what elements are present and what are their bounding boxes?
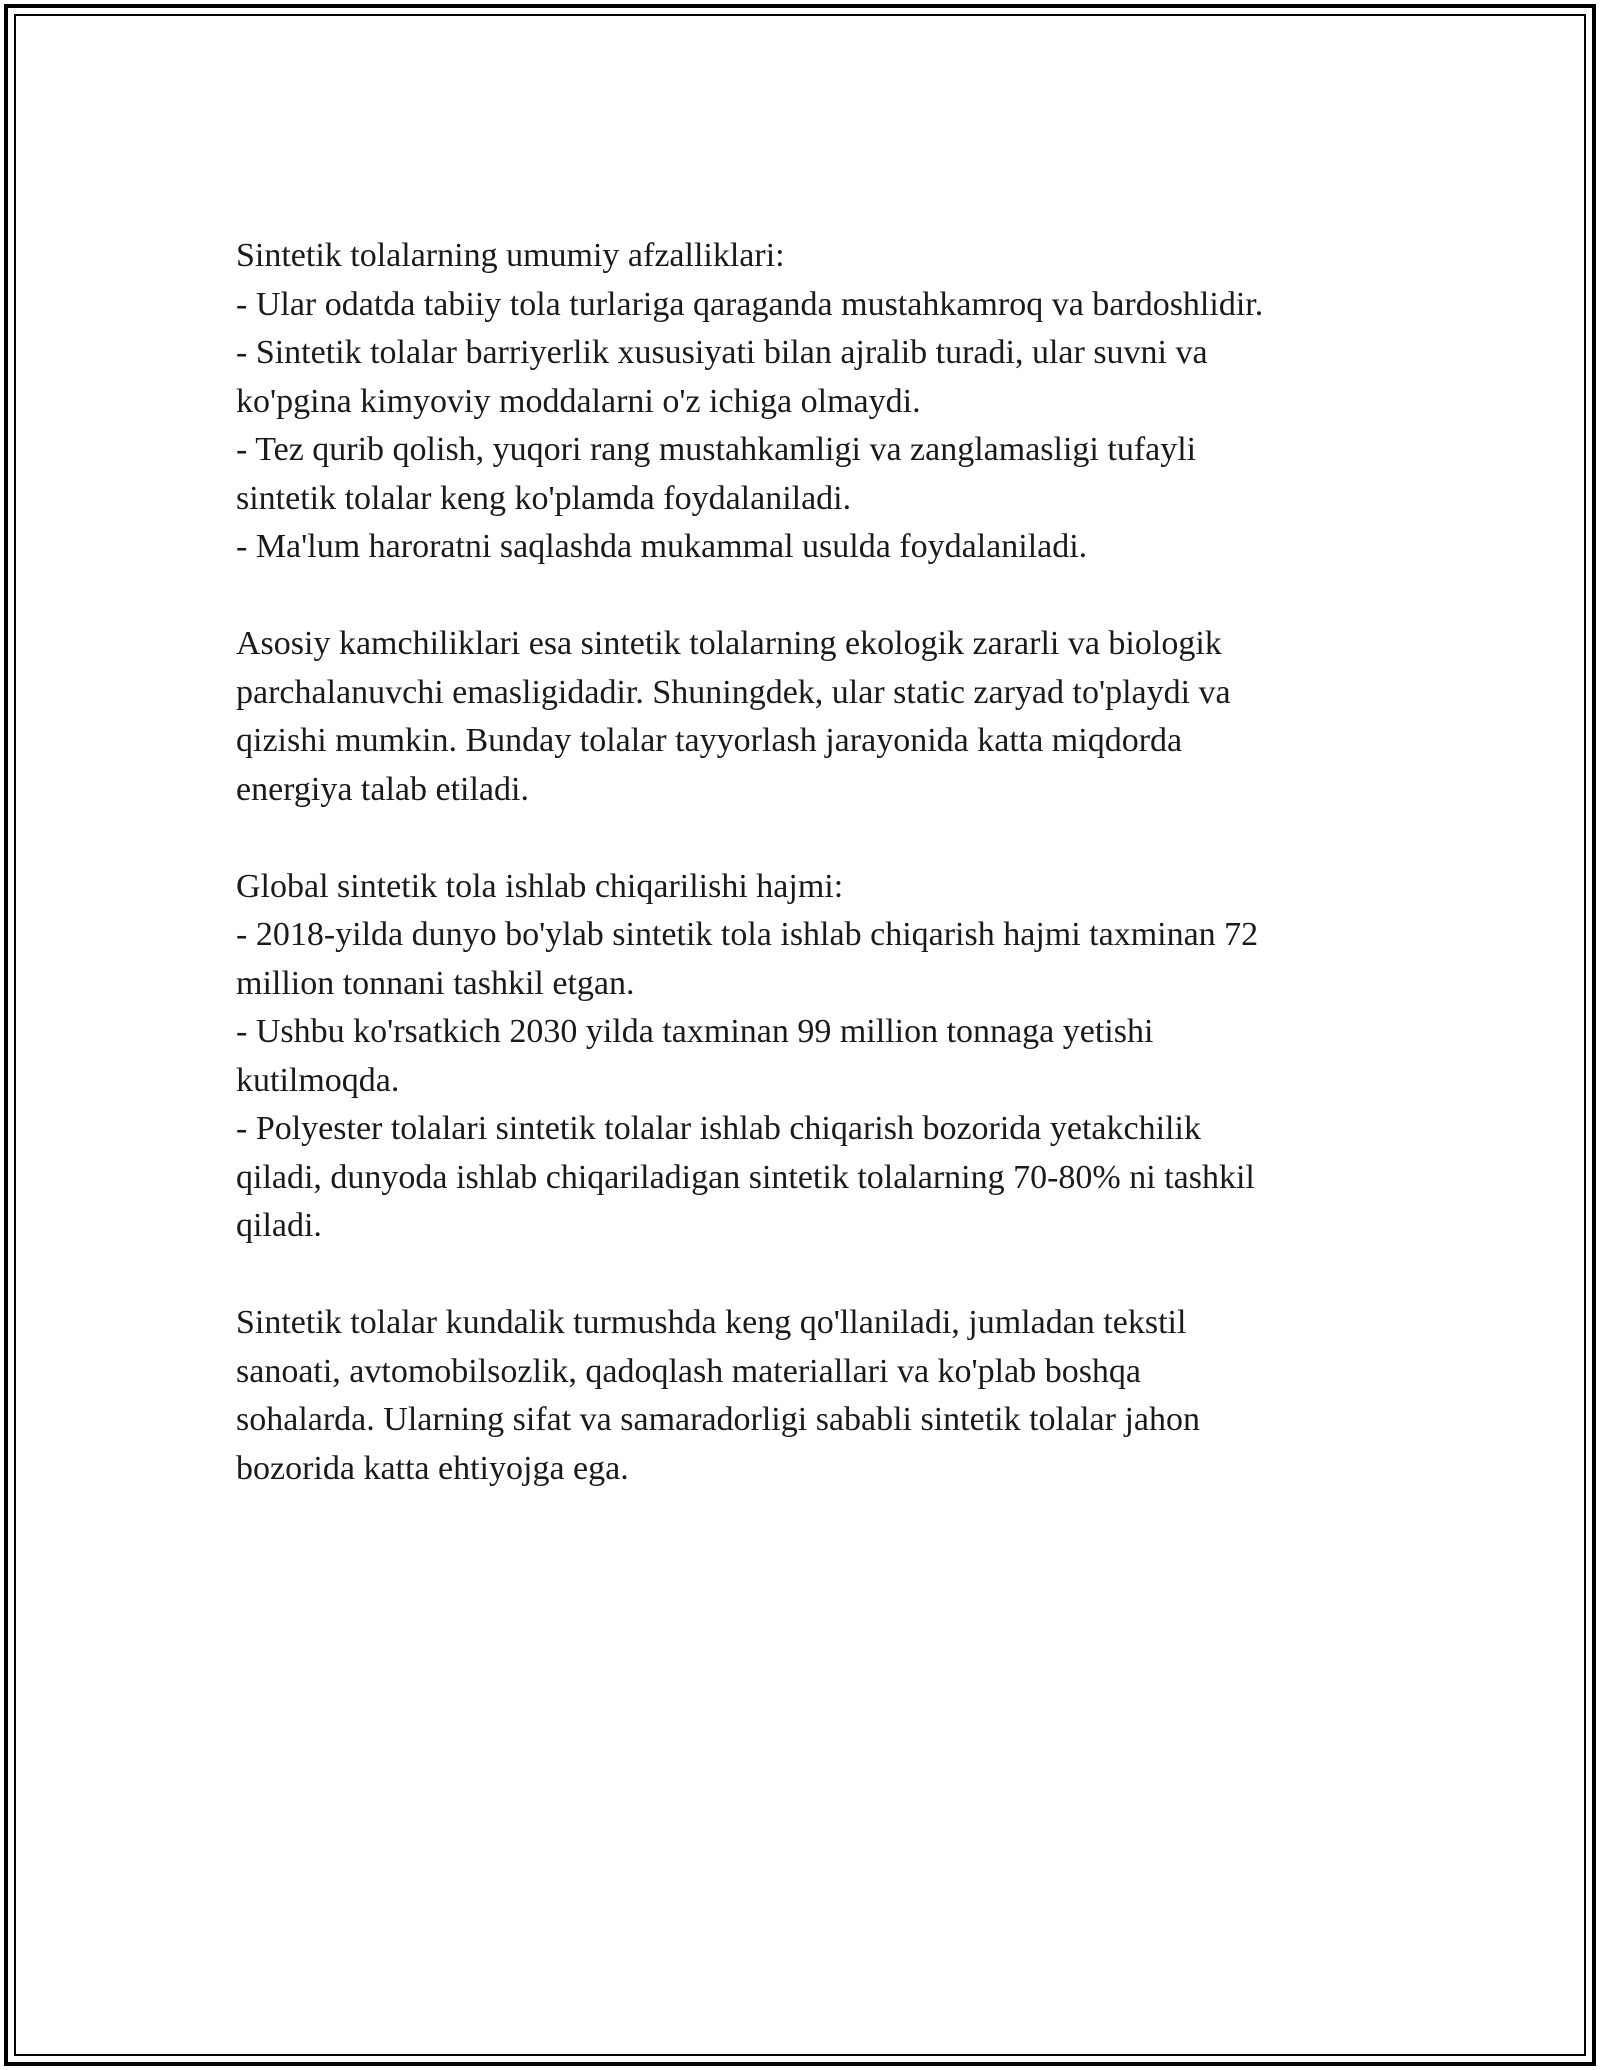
text-line: - Ma'lum haroratni saqlashda mukammal usulda foydalaniladi. xyxy=(236,528,1088,565)
text-line: kutilmoqda. xyxy=(236,1061,400,1099)
text-line: Sintetik tolalar kundalik turmushda keng qo'llaniladi, jumladan tekstil xyxy=(236,1304,1187,1341)
text-line: qiladi. xyxy=(236,1207,322,1244)
text-line: - Ushbu ko'rsatkich 2030 yilda taxminan 99 million tonnaga yetishi xyxy=(236,1013,1154,1050)
text-line: - Ular odatda tabiiy tola turlariga qaraganda mustahkamroq va bardoshlidir. xyxy=(236,285,1264,323)
paragraph-global-production xyxy=(236,863,1366,1251)
text-line: million tonnani tashkil etgan. xyxy=(236,964,635,1002)
text-line: qiladi, dunyoda ishlab chiqariladigan sintetik tolalarning 70-80% ni tashkil xyxy=(236,1158,1255,1196)
paragraph-disadvantages xyxy=(236,620,1366,814)
text-line: - 2018-yilda dunyo bo'ylab sintetik tola ishlab chiqarish hajmi taxminan 72 xyxy=(236,916,1259,953)
text-line: Global sintetik tola ishlab chiqarilishi hajmi: xyxy=(236,867,844,905)
text-line: Asosiy kamchiliklari esa sintetik tolalarning ekologik zararli va biologik xyxy=(236,625,1222,662)
text-line: sanoati, avtomobilsozlik, qadoqlash materiallari va ko'plab boshqa xyxy=(236,1352,1142,1390)
text-line: - Sintetik tolalar barriyerlik xususiyati bilan ajralib turadi, ular suvni va xyxy=(236,334,1208,371)
text-line: - Polyester tolalari sintetik tolalar ishlab chiqarish bozorida yetakchilik xyxy=(236,1110,1201,1147)
document-body xyxy=(236,232,1366,1542)
text-line: - Tez qurib qolish, yuqori rang mustahkamligi va zanglamasligi tufayli xyxy=(236,431,1197,468)
text-line: sohalarda. Ularning sifat va samaradorligi sababli sintetik tolalar jahon xyxy=(236,1401,1200,1438)
text-line: parchalanuvchi emasligidadir. Shuningdek, ular static zaryad to'playdi va xyxy=(236,673,1231,711)
text-line: qizishi mumkin. Bunday tolalar tayyorlash jarayonida katta miqdorda xyxy=(236,722,1183,759)
paragraph-advantages xyxy=(236,232,1366,572)
text-line: bozorida katta ehtiyojga ega. xyxy=(236,1449,629,1487)
text-line: sintetik tolalar keng ko'plamda foydalaniladi. xyxy=(236,479,852,517)
text-line: energiya talab etiladi. xyxy=(236,770,529,808)
text-line: ko'pgina kimyoviy moddalarni o'z ichiga olmaydi. xyxy=(236,382,921,420)
text-line: Sintetik tolalarning umumiy afzalliklari: xyxy=(236,237,785,274)
paragraph-usage xyxy=(236,1299,1366,1493)
